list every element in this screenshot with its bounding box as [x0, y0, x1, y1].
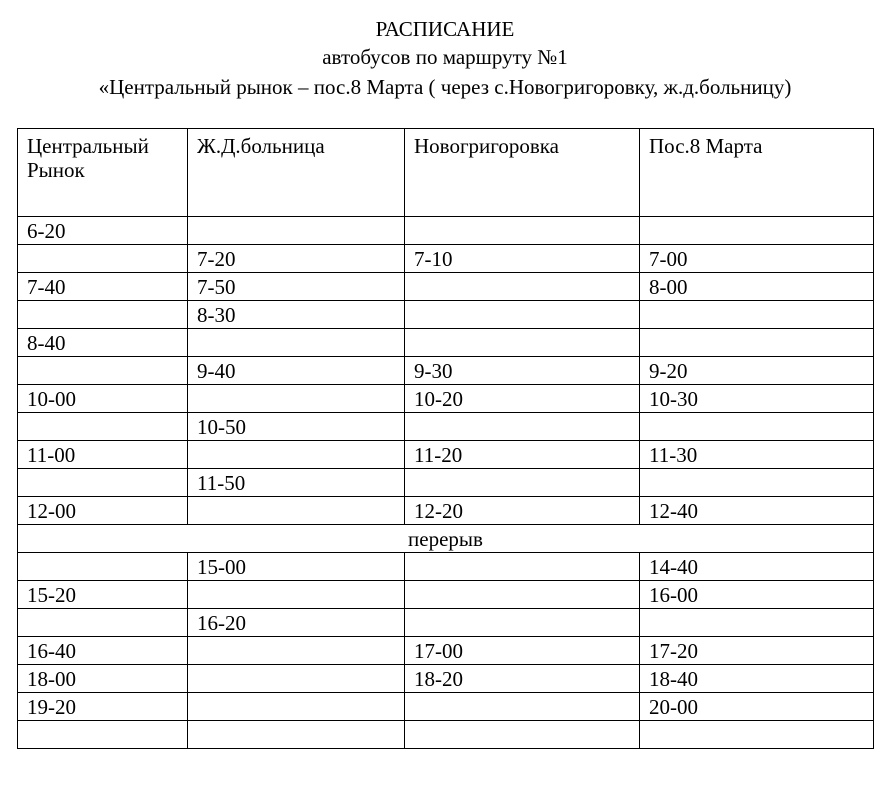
cell-8-marta: 10-30: [640, 385, 874, 413]
cell-central-market: 11-00: [18, 441, 188, 469]
cell-railway-hospital: 16-20: [188, 609, 405, 637]
cell-8-marta: 14-40: [640, 553, 874, 581]
cell-railway-hospital: 9-40: [188, 357, 405, 385]
cell-8-marta: 20-00: [640, 693, 874, 721]
column-header-novogrigorovka: Новогригоровка: [405, 129, 640, 217]
break-row: [18, 525, 874, 553]
cell-8-marta: [640, 609, 874, 637]
cell-railway-hospital: [188, 441, 405, 469]
table-row: [18, 301, 874, 329]
cell-8-marta: [640, 721, 874, 749]
cell-railway-hospital: 8-30: [188, 301, 405, 329]
cell-8-marta: 11-30: [640, 441, 874, 469]
cell-railway-hospital: [188, 329, 405, 357]
table-row: [18, 385, 874, 413]
cell-8-marta: 7-00: [640, 245, 874, 273]
cell-railway-hospital: [188, 693, 405, 721]
cell-8-marta: 16-00: [640, 581, 874, 609]
cell-novogrigorovka: [405, 413, 640, 441]
schedule-subtitle: автобусов по маршруту №1: [322, 45, 568, 69]
table-row: [18, 581, 874, 609]
cell-novogrigorovka: 18-20: [405, 665, 640, 693]
cell-railway-hospital: 10-50: [188, 413, 405, 441]
schedule-title: РАСПИСАНИЕ: [375, 17, 515, 41]
cell-novogrigorovka: 7-10: [405, 245, 640, 273]
cell-8-marta: [640, 217, 874, 245]
cell-railway-hospital: [188, 385, 405, 413]
cell-central-market: 6-20: [18, 217, 188, 245]
cell-8-marta: 18-40: [640, 665, 874, 693]
cell-8-marta: 12-40: [640, 497, 874, 525]
table-row: [18, 693, 874, 721]
table-row: [18, 245, 874, 273]
table-row: [18, 469, 874, 497]
column-header-railway-hospital: Ж.Д.больница: [188, 129, 405, 217]
table-header-row: [18, 129, 874, 217]
schedule-table-body: [18, 129, 874, 749]
cell-railway-hospital: [188, 721, 405, 749]
table-row: [18, 217, 874, 245]
cell-railway-hospital: 11-50: [188, 469, 405, 497]
table-row: [18, 273, 874, 301]
cell-novogrigorovka: [405, 553, 640, 581]
cell-central-market: 18-00: [18, 665, 188, 693]
cell-railway-hospital: 7-50: [188, 273, 405, 301]
cell-8-marta: 9-20: [640, 357, 874, 385]
table-row: [18, 413, 874, 441]
cell-railway-hospital: [188, 581, 405, 609]
break-label: перерыв: [18, 525, 874, 553]
table-row: [18, 497, 874, 525]
cell-novogrigorovka: [405, 609, 640, 637]
table-row: [18, 665, 874, 693]
cell-railway-hospital: 7-20: [188, 245, 405, 273]
schedule-table: [17, 128, 874, 749]
cell-railway-hospital: 15-00: [188, 553, 405, 581]
cell-central-market: [18, 721, 188, 749]
cell-central-market: [18, 301, 188, 329]
cell-novogrigorovka: [405, 469, 640, 497]
route-description: «Центральный рынок – пос.8 Марта ( через с.Новогригоровку, ж.д.больницу): [98, 75, 792, 99]
table-row: [18, 721, 874, 749]
cell-railway-hospital: [188, 665, 405, 693]
cell-central-market: 19-20: [18, 693, 188, 721]
cell-novogrigorovka: 9-30: [405, 357, 640, 385]
table-row: [18, 637, 874, 665]
table-row: [18, 329, 874, 357]
cell-railway-hospital: [188, 217, 405, 245]
cell-novogrigorovka: 11-20: [405, 441, 640, 469]
cell-central-market: [18, 553, 188, 581]
cell-novogrigorovka: [405, 329, 640, 357]
table-row: [18, 357, 874, 385]
cell-novogrigorovka: [405, 721, 640, 749]
cell-central-market: [18, 469, 188, 497]
cell-novogrigorovka: 17-00: [405, 637, 640, 665]
cell-central-market: 15-20: [18, 581, 188, 609]
cell-railway-hospital: [188, 637, 405, 665]
cell-central-market: 7-40: [18, 273, 188, 301]
cell-novogrigorovka: [405, 217, 640, 245]
cell-novogrigorovka: 10-20: [405, 385, 640, 413]
cell-novogrigorovka: [405, 273, 640, 301]
cell-novogrigorovka: [405, 301, 640, 329]
column-header-central-market: Центральный Рынок: [18, 129, 188, 217]
cell-8-marta: [640, 413, 874, 441]
cell-central-market: 8-40: [18, 329, 188, 357]
cell-central-market: 12-00: [18, 497, 188, 525]
table-row: [18, 441, 874, 469]
cell-8-marta: [640, 469, 874, 497]
table-row: [18, 609, 874, 637]
cell-central-market: [18, 609, 188, 637]
cell-central-market: 16-40: [18, 637, 188, 665]
column-header-8-marta: Пос.8 Марта: [640, 129, 874, 217]
cell-central-market: [18, 357, 188, 385]
cell-central-market: [18, 245, 188, 273]
cell-8-marta: 8-00: [640, 273, 874, 301]
cell-central-market: [18, 413, 188, 441]
cell-8-marta: [640, 301, 874, 329]
table-row: [18, 553, 874, 581]
cell-railway-hospital: [188, 497, 405, 525]
cell-novogrigorovka: [405, 581, 640, 609]
cell-8-marta: [640, 329, 874, 357]
cell-novogrigorovka: 12-20: [405, 497, 640, 525]
cell-novogrigorovka: [405, 693, 640, 721]
cell-8-marta: 17-20: [640, 637, 874, 665]
cell-central-market: 10-00: [18, 385, 188, 413]
